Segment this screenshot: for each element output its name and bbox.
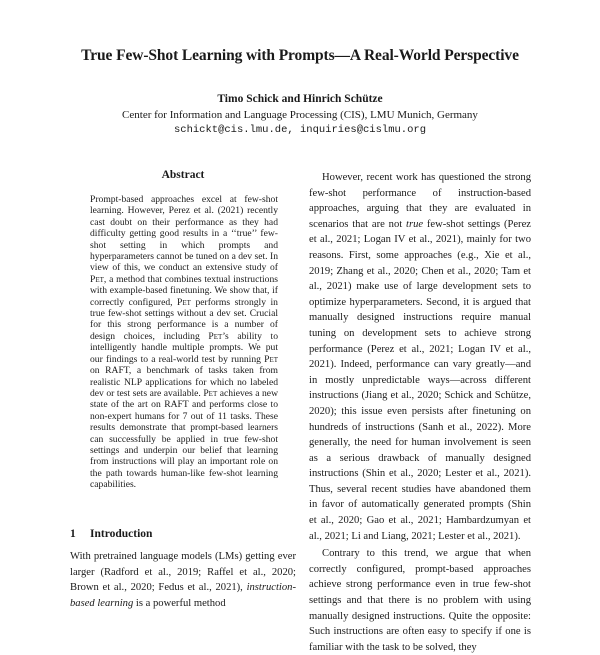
- abstract-heading: Abstract: [161, 169, 205, 181]
- abstract-part: , a method that combines textual instructions with example-based finetuning. We show that, if correctly configured,: [90, 273, 278, 308]
- pet-method-name: Pet: [264, 353, 278, 365]
- right-column: [309, 170, 531, 655]
- abstract-part: achieves a new state of the art on RAFT and performs close to non-expert humans for 7 out of 11 tasks. These results demonstrate that prompt-based learners can successfully be applied in true few-shot settings and underpin our belief that learning from instructions will play an important role on the path towards human-like few-shot learning capabilities.: [90, 387, 278, 491]
- paragraph-emphasis: true: [406, 218, 424, 230]
- intro-emphasis: instruction-based learning: [70, 582, 296, 609]
- paragraph-part: However, recent work has questioned the strong few-shot performance of instruction-based approaches, arguing that they are evaluated in scenarios that are not: [309, 172, 531, 230]
- paragraph: [309, 170, 531, 544]
- authors: Timo Schick and Hinrich Schütze: [217, 93, 383, 105]
- introduction-text: [70, 549, 296, 611]
- section-number: 1: [70, 528, 76, 540]
- pet-method-name: Pet: [208, 330, 223, 342]
- abstract-part: on RAFT, a benchmark of tasks taken from realistic NLP applications for which no labeled dev or test sets are available.: [90, 365, 278, 399]
- abstract-part: performs strongly in true few-shot settings without a dev set. Crucial for this strong performance is a number of design choices, including: [90, 296, 278, 342]
- pet-method-name: Pet: [90, 273, 104, 285]
- intro-part: is a powerful method: [133, 597, 226, 609]
- email[interactable]: schickt@cis.lmu.de, inquiries@cislmu.org: [173, 124, 427, 136]
- abstract-part: ’s ability to intelligently handle multiple prompts. We put our findings to a real-world test by running: [90, 330, 278, 365]
- pet-method-name: Pet: [203, 387, 218, 399]
- intro-part: With pretrained language models (LMs) getting ever larger (Radford et al., 2019; Raffel et al., 2020; Brown et al., 2020; Fedus et al., 2021),: [70, 551, 296, 593]
- section-title: Introduction: [90, 528, 153, 540]
- paper-title: True Few-Shot Learning with Prompts—A Real-World Perspective: [81, 47, 519, 64]
- affiliation: Center for Information and Language Processing (CIS), LMU Munich, Germany: [122, 109, 478, 121]
- abstract-part: Prompt-based approaches excel at few-shot learning. However, Perez et al. (2021) recently cast doubt on their performance as they had difficulty getting good results in a ‘‘true’’ few-shot setting in which prompts and hyperparameters cannot be tuned on a dev set. In view of this, we conduct an extensive study of: [90, 194, 278, 274]
- pet-method-name: Pet: [177, 296, 191, 308]
- paragraph-part: few-shot settings (Perez et al., 2021; Logan IV et al., 2021), mainly for two reasons. First, some approaches (e.g., Xie et al., 2019; Zhang et al., 2020; Chen et al., 2020; Tam et al., 2021) make use of large development sets to optimize hyperparameters. Second, it is argued that manually designed instructions require manual tuning on development sets to achieve strong performance (Perez et al., 2021; Logan IV et al., 2021). Indeed, performance can vary greatly—and in mostly unpredictable ways—across different instructions (Jiang et al., 2020; Schick and Schütze, 2020); this issue even persists after finetuning on hundreds of instructions (Sanh et al., 2022). More generally, the need for human involvement is seen as a serious drawback of manually designed instructions (Shin et al., 2020; Lester et al., 2021). Thus, several recent studies have abandoned them in favor of automatically generated prompts (Shin et al., 2020; Gao et al., 2021; Hambardzumyan et al., 2021; Li and Liang, 2021; Lester et al., 2021).: [309, 218, 531, 542]
- abstract-text: [90, 194, 278, 491]
- paragraph: Contrary to this trend, we argue that when correctly configured, prompt-based approaches achieve strong performance even in true few-shot settings and that there is no problem with using manually designed instructions. Quite the opposite: Such instructions are often easy to specify if one is familiar with the task to be solved, they: [309, 548, 531, 653]
- section-heading-introduction: [70, 528, 296, 540]
